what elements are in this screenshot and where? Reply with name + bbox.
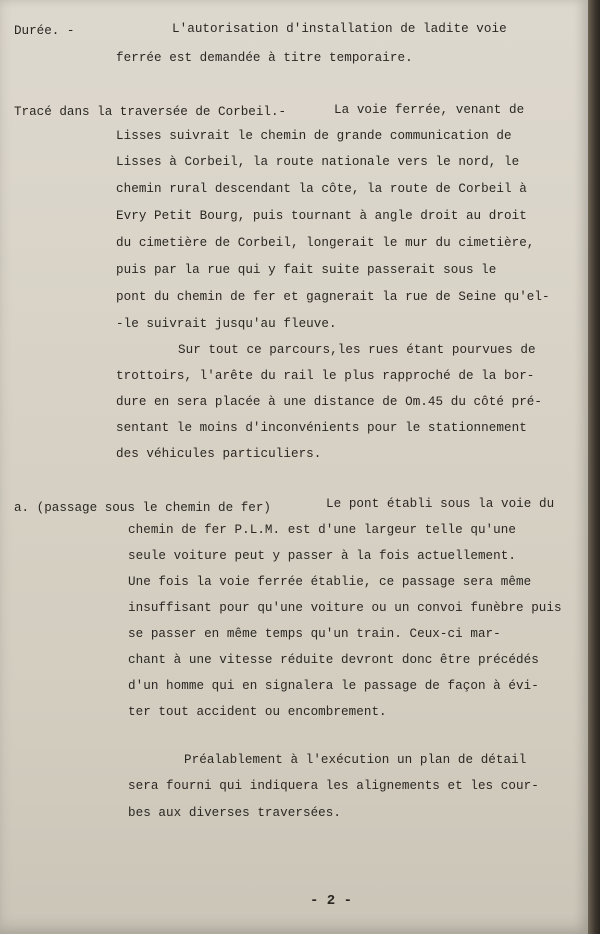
text-line: La voie ferrée, venant de	[334, 103, 525, 117]
text-line: ter tout accident ou encombrement.	[128, 705, 387, 719]
text-line: des véhicules particuliers.	[116, 447, 322, 461]
text-line: se passer en même temps qu'un train. Ceux-ci mar-	[128, 627, 501, 641]
text-line: chant à une vitesse réduite devront donc être précédés	[128, 653, 539, 667]
text-line: dure en sera placée à une distance de Om.45 du côté pré-	[116, 395, 543, 409]
text-line: Préalablement à l'exécution un plan de détail	[184, 753, 527, 767]
text-line: sentant le moins d'inconvénients pour le stationnement	[116, 421, 527, 435]
text-line: bes aux diverses traversées.	[128, 806, 342, 820]
section-label-passage: a. (passage sous le chemin de fer)	[14, 501, 271, 515]
text-line: Lisses à Corbeil, la route nationale vers le nord, le	[116, 155, 520, 169]
text-line: du cimetière de Corbeil, longerait le mur du cimetière,	[116, 236, 535, 250]
text-line: insuffisant pour qu'une voiture ou un convoi funèbre puis	[128, 601, 562, 615]
text-line: seule voiture peut y passer à la fois actuellement.	[128, 549, 516, 563]
text-line: L'autorisation d'installation de ladite voie	[172, 22, 507, 36]
text-line: Sur tout ce parcours,les rues étant pourvues de	[178, 343, 536, 357]
text-line: Une fois la voie ferrée établie, ce passage sera même	[128, 575, 532, 589]
section-label-duree: Durée. -	[14, 24, 75, 38]
text-line: pont du chemin de fer et gagnerait la rue de Seine qu'el-	[116, 290, 550, 304]
text-line: -le suivrait jusqu'au fleuve.	[116, 317, 337, 331]
text-line: chemin de fer P.L.M. est d'une largeur telle qu'une	[128, 523, 516, 537]
text-line: sera fourni qui indiquera les alignements et les cour-	[128, 779, 539, 793]
text-line: Evry Petit Bourg, puis tournant à angle droit au droit	[116, 209, 527, 223]
text-line: puis par la rue qui y fait suite passerait sous le	[116, 263, 497, 277]
text-line: Lisses suivrait le chemin de grande communication de	[116, 129, 512, 143]
text-line: Le pont établi sous la voie du	[326, 497, 555, 511]
binding-edge	[588, 0, 600, 934]
text-line: chemin rural descendant la côte, la route de Corbeil à	[116, 182, 527, 196]
text-line: trottoirs, l'arête du rail le plus rapproché de la bor-	[116, 369, 535, 383]
section-label-trace: Tracé dans la traversée de Corbeil.-	[14, 105, 287, 119]
text-line: ferrée est demandée à titre temporaire.	[116, 51, 413, 65]
page-number: - 2 -	[310, 893, 353, 909]
text-line: d'un homme qui en signalera le passage de façon à évi-	[128, 679, 539, 693]
